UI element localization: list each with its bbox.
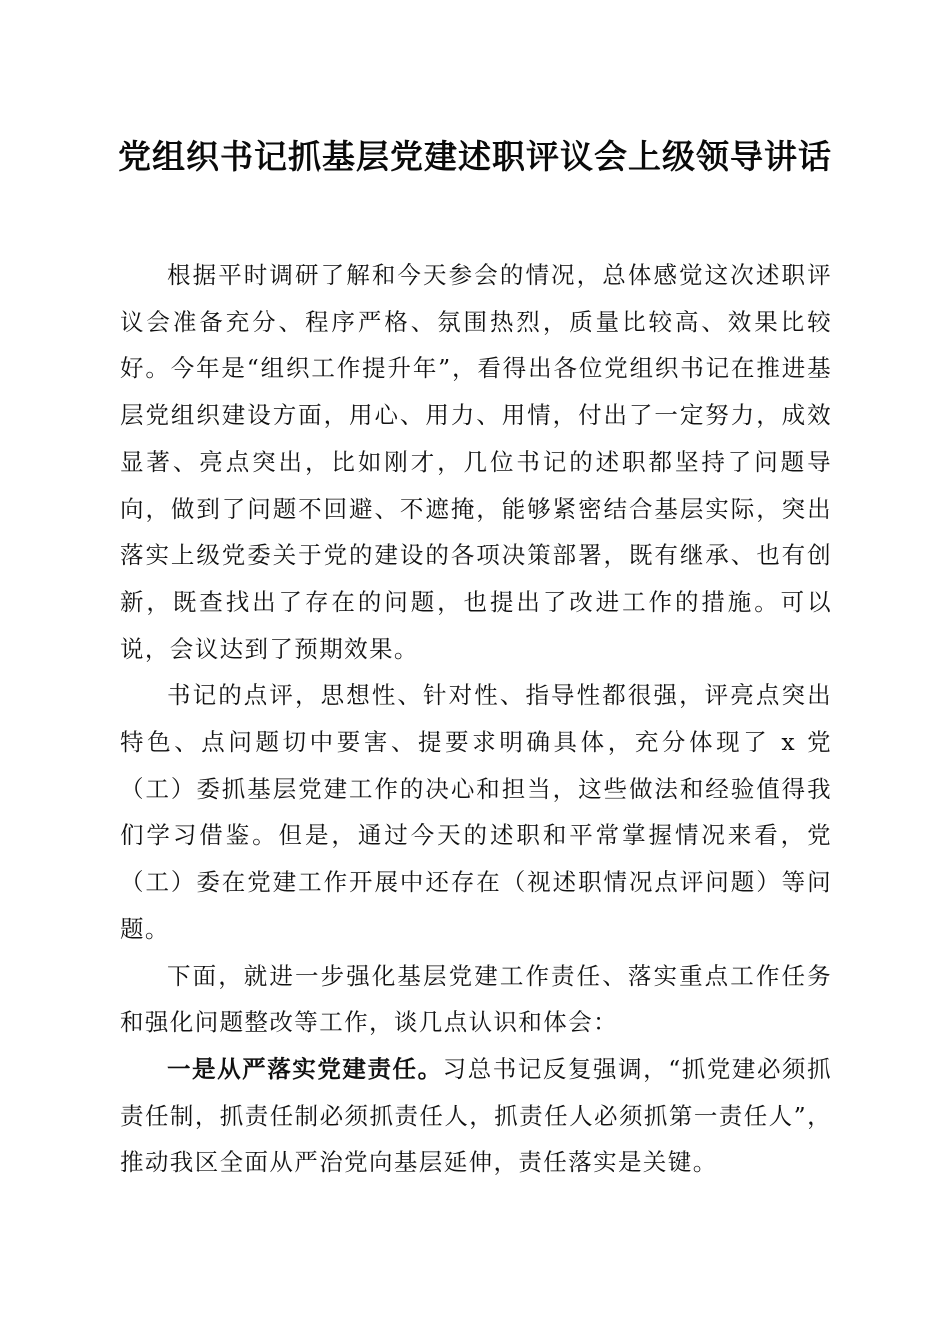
paragraph-4-text: 习总书记反复强调，“抓党建必须抓责任制，抓责任制必须抓责任人，抓责任人必须抓第一责任人”，推动我区全面从严治党向基层延伸，责任落实是关键。 (120, 1054, 832, 1177)
document-title: 党组织书记抓基层党建述职评议会上级领导讲话 (118, 137, 832, 176)
paragraph-1: 根据平时调研了解和今天参会的情况，总体感觉这次述职评议会准备充分、程序严格、氛围热烈，质量比较高、效果比较好。今年是“组织工作提升年”，看得出各位党组织书记在推进基层党组织建设方面，用心、用力、用情，付出了一定努力，成效显著、亮点突出，比如刚才，几位书记的述职都坚持了问题导向，做到了问题不回避、不遮掩，能够紧密结合基层实际，突出落实上级党委关于党的建设的各项决策部署，既有继承、也有创新，既查找出了存在的问题，也提出了改进工作的措施。可以说，会议达到了预期效果。 (120, 261, 832, 663)
paragraph-4 (120, 1046, 832, 1186)
document-body (120, 252, 832, 1186)
paragraph-2: 书记的点评，思想性、针对性、指导性都很强，评亮点突出特色、点问题切中要害、提要求明确具体，充分体现了 x 党（工）委抓基层党建工作的决心和担当，这些做法和经验值得我们学习借鉴。但是，通过今天的述职和平常掌握情况来看，党（工）委在党建工作开展中还存在（视述职情况点评问题）等问题。 (120, 681, 832, 943)
paragraph-4-lead: 一是从严落实党建责任。 (167, 1054, 443, 1083)
paragraph-3: 下面，就进一步强化基层党建工作责任、落实重点工作任务和强化问题整改等工作，谈几点认识和体会： (120, 961, 832, 1037)
